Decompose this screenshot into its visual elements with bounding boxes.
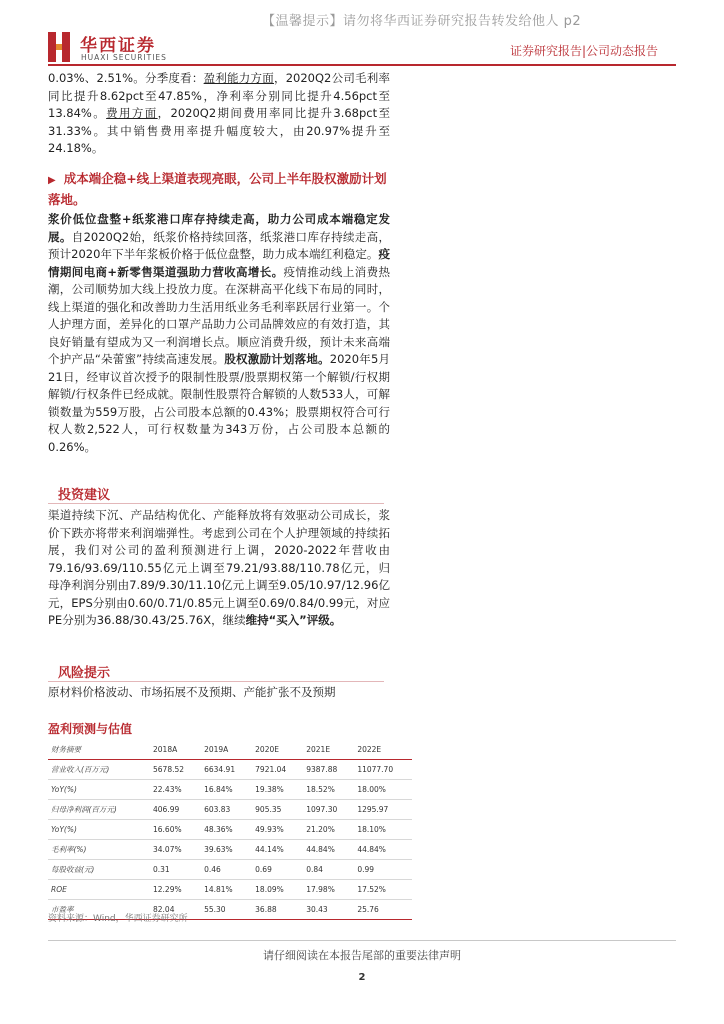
- section-heading-risk: 风险提示: [58, 666, 111, 681]
- table-row: [48, 880, 412, 900]
- cell: 905.35: [252, 800, 303, 820]
- forecast-table: [48, 740, 412, 920]
- triangle-bullet-icon: ▶: [48, 175, 56, 186]
- underlined-term: 盈利能力方面: [203, 71, 274, 85]
- row-label: 每股收益(元): [48, 860, 150, 880]
- cell: 7921.04: [252, 760, 303, 780]
- cell: 44.84%: [303, 840, 354, 860]
- footer-rule: [48, 940, 676, 941]
- text: 2020年5月21日，经审议首次授予的限制性股票/股票期权第一个解锁/行权期解锁/行权条件已经成就。限制性股票符合解锁的人数533人，可解锁数量为559万股，占公司股本总额的0.43%；股票期权符合可行权人数2,522人，可行权数量为343万份，占公司股本总额的0.26%。: [48, 352, 391, 454]
- cell: 30.43: [303, 900, 354, 920]
- cell: 0.99: [354, 860, 412, 880]
- cell: 0.69: [252, 860, 303, 880]
- section-heading-cost: [48, 169, 390, 209]
- cell: 44.84%: [354, 840, 412, 860]
- report-type: 证券研究报告|公司动态报告: [510, 44, 659, 58]
- table-title: 盈利预测与估值: [48, 722, 133, 736]
- cell: 48.36%: [201, 820, 252, 840]
- text: 渠道持续下沉、产品结构优化、产能释放将有效驱动公司成长，浆价下跌亦将带来利润端弹性。考虑到公司在个人护理领域的持续拓展，我们对公司的盈利预测进行上调，2020-2022年营收由79.16/93.69/110.55亿元上调至79.21/93.88/110.78亿元，归母净利润分别由7.89/9.30/11.10亿元上调至9.05/10.97/12.96亿元，EPS分别由0.60/0.71/0.85元上调至0.69/0.84/0.99元，对应PE分别为36.88/30.43/25.76X，继续: [48, 508, 390, 627]
- row-label: ROE: [48, 880, 150, 900]
- cell: 49.93%: [252, 820, 303, 840]
- cell: 19.38%: [252, 780, 303, 800]
- table-row: [48, 760, 412, 780]
- cell: 39.63%: [201, 840, 252, 860]
- cell: 44.14%: [252, 840, 303, 860]
- legal-notice: 请仔细阅读在本报告尾部的重要法律声明: [263, 949, 461, 962]
- table-row: [48, 860, 412, 880]
- cell: 82.04: [150, 900, 201, 920]
- profitability-paragraph: [48, 70, 390, 158]
- cell: 603.83: [201, 800, 252, 820]
- bold-lead: 疫情期间电商+新零售渠道强助力营收高增长。: [48, 247, 390, 279]
- row-label: 营业收入(百万元): [48, 760, 150, 780]
- cell: 16.84%: [201, 780, 252, 800]
- cell: 18.09%: [252, 880, 303, 900]
- cell: 1295.97: [354, 800, 412, 820]
- section-heading-investment: 投资建议: [58, 488, 111, 503]
- cell: 5678.52: [150, 760, 201, 780]
- table-header-row: [48, 740, 412, 760]
- forwarding-warning: 【温馨提示】请勿将华西证券研究报告转发给他人 p2: [262, 14, 582, 29]
- cell: 6634.91: [201, 760, 252, 780]
- text: 疫情推动线上消费热潮，公司顺势加大线上投放力度。在深耕高平化线下布局的同时，线上渠道的强化和改善助力生活用纸业务毛利率跃居行业第一。个人护理方面，差异化的口罩产品助力公司品牌效应的有效打造，其良好销量有望成为又一利润增长点。顺应消费升级，预计未来高端个护产品“朵蕾蜜”持续高速发展。: [48, 264, 391, 366]
- heading-text: 成本端企稳+线上渠道表现亮眼，公司上半年股权激励计划落地。: [48, 171, 387, 207]
- heading-rule: [48, 503, 384, 504]
- row-label: 毛利率(%): [48, 840, 150, 860]
- text: 原材料价格波动、市场拓展不及预期、产能扩张不及预期: [48, 685, 336, 699]
- table-row: [48, 800, 412, 820]
- cell: 25.76: [354, 900, 412, 920]
- cell: 55.30: [201, 900, 252, 920]
- bold-lead: 股权激励计划落地。: [224, 352, 330, 366]
- table-row: [48, 780, 412, 800]
- heading-rule: [48, 681, 384, 682]
- cell: 17.98%: [303, 880, 354, 900]
- row-label: YoY(%): [48, 820, 150, 840]
- column-header: 2018A: [150, 740, 201, 760]
- risk-paragraph: [48, 684, 390, 702]
- row-label: 归母净利润(百万元): [48, 800, 150, 820]
- bold-lead: 浆价低位盘整+纸浆港口库存持续走高，助力公司成本端稳定发展。: [48, 212, 390, 244]
- rating-bold: 维持“买入”评级。: [245, 613, 342, 627]
- cell: 0.46: [201, 860, 252, 880]
- underlined-term: 费用方面: [106, 106, 158, 120]
- text: ，2020Q2期间费用率同比提升3.68pct至31.33%。其中销售费用率提升幅度较大，由20.97%提升至24.18%。: [48, 106, 391, 155]
- cell: 17.52%: [354, 880, 412, 900]
- table-source: 资料来源：Wind，华西证券研究所: [48, 914, 188, 924]
- cell: 34.07%: [150, 840, 201, 860]
- page-number: 2: [358, 972, 366, 983]
- column-header: 2022E: [354, 740, 412, 760]
- column-header: 2019A: [201, 740, 252, 760]
- cell: 22.43%: [150, 780, 201, 800]
- cell: 1097.30: [303, 800, 354, 820]
- company-name-en: HUAXI SECURITIES: [81, 53, 167, 62]
- investment-advice-paragraph: [48, 507, 390, 630]
- table-row: [48, 840, 412, 860]
- cell: 11077.70: [354, 760, 412, 780]
- cell: 9387.88: [303, 760, 354, 780]
- company-name-cn: 华西证券: [80, 36, 156, 56]
- cell: 0.84: [303, 860, 354, 880]
- row-label: YoY(%): [48, 780, 150, 800]
- text: 自2020Q2始，纸浆价格持续回落，纸浆港口库存持续走高，预计2020年下半年浆板价格于低位盘整，助力成本端红利稳定。: [48, 229, 391, 261]
- cell: 18.00%: [354, 780, 412, 800]
- table-row: [48, 820, 412, 840]
- table-corner: 财务摘要: [48, 740, 150, 760]
- cell: 12.29%: [150, 880, 201, 900]
- cell: 36.88: [252, 900, 303, 920]
- row-label: 市盈率: [48, 900, 150, 920]
- text: 0.03%、2.51%。分季度看：: [48, 71, 204, 85]
- cell: 21.20%: [303, 820, 354, 840]
- cell: 14.81%: [201, 880, 252, 900]
- cell: 406.99: [150, 800, 201, 820]
- cell: 16.60%: [150, 820, 201, 840]
- text: ，2020Q2公司毛利率同比提升8.62pct至47.85%，净利率分别同比提升4.56pct至13.84%。: [48, 71, 391, 120]
- cell: 18.10%: [354, 820, 412, 840]
- column-header: 2021E: [303, 740, 354, 760]
- header-rule: [48, 64, 676, 66]
- huaxi-logo-icon: [48, 32, 74, 62]
- cell: 0.31: [150, 860, 201, 880]
- cost-channel-paragraph: [48, 211, 390, 456]
- cell: 18.52%: [303, 780, 354, 800]
- column-header: 2020E: [252, 740, 303, 760]
